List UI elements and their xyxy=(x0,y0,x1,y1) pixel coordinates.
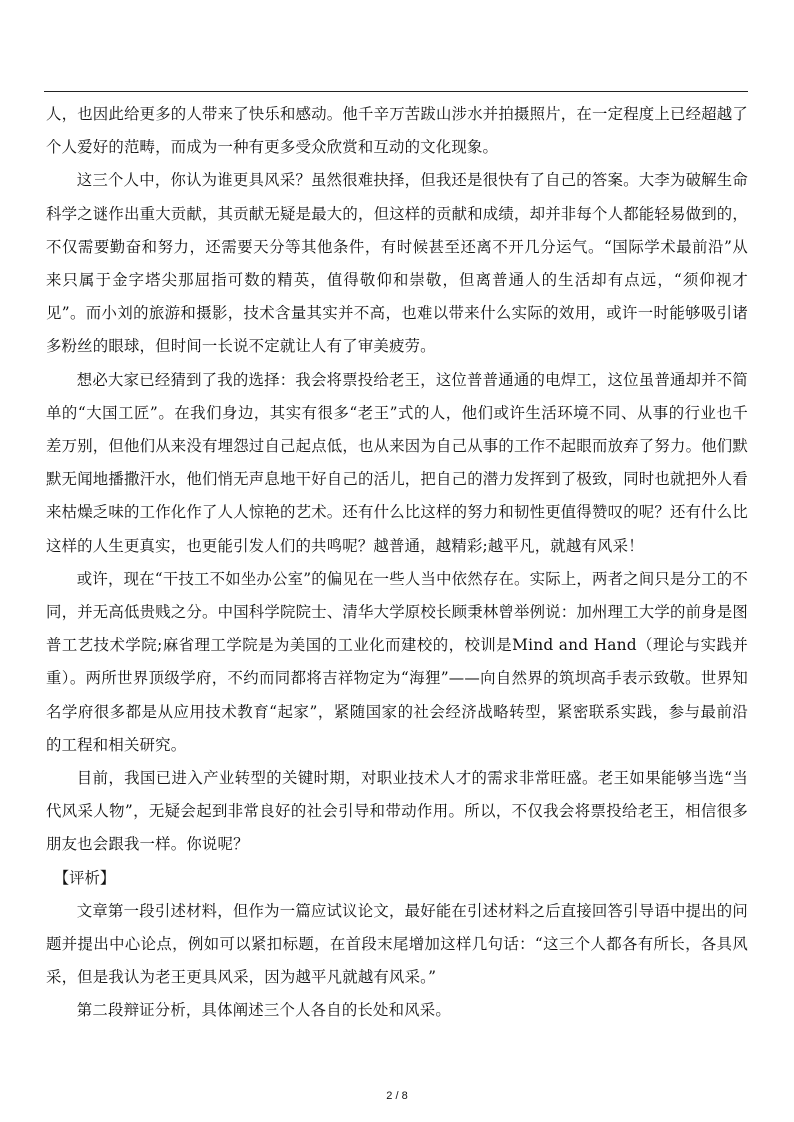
paragraph-choice-analysis: 这三个人中，你认为谁更具风采？虽然很难抉择，但我还是很快有了自己的答案。大李为破解生命科学之谜作出重大贡献，其贡献无疑是最大的，但这样的贡献和成绩，却并非每个人都能轻易做到的，不仅需要勤奋和努力，还需要天分等其他条件，有时候甚至还离不开几分运气。“国际学术最前沿”从来只属于金字塔尖那屈指可数的精英，值得敬仰和崇敬，但离普通人的生活却有点远，“须仰视才见”。而小刘的旅游和摄影，技术含量其实并不高，也难以带来什么实际的效用，或许一时能够吸引诸多粉丝的眼球，但时间一长说不定就让人有了审美疲劳。 xyxy=(46,171,748,356)
document-body xyxy=(46,98,748,1028)
paragraph-bias: 或许，现在“干技工不如坐办公室”的偏见在一些人当中依然存在。实际上，两者之间只是分工的不同，并无高低贵贱之分。中国科学院院士、清华大学原校长顾秉林曾举例说：加州理工大学的前身是图普工艺技术学院;麻省理工学院是为美国的工业化而建校的，校训是Mind and Hand（理论与实践并重）。两所世界顶级学府，不约而同都将吉祥物定为“海狸”——向自然界的筑坝高手表示致敬。世界知名学府很多都是从应用技术教育“起家”，紧随国家的社会经济战略转型，紧密联系实践，参与最前沿的工程和相关研究。 xyxy=(46,569,748,754)
header-rule xyxy=(44,91,748,92)
paragraph-conclusion: 目前，我国已进入产业转型的关键时期，对职业技术人才的需求非常旺盛。老王如果能够当选“当代风采人物”，无疑会起到非常良好的社会引导和带动作用。所以，不仅我会将票投给老王，相信很多朋友也会跟我一样。你说呢？ xyxy=(46,769,748,854)
paragraph-continuation: 人，也因此给更多的人带来了快乐和感动。他千辛万苦跋山涉水并拍摄照片，在一定程度上已经超越了个人爱好的范畴，而成为一种有更多受众欣赏和互动的文化现象。 xyxy=(46,105,748,157)
page-number: 2 / 8 xyxy=(386,1090,408,1102)
review-paragraph-1: 文章第一段引述材料，但作为一篇应试议论文，最好能在引述材料之后直接回答引导语中提出的问题并提出中心论点，例如可以紧扣标题，在首段末尾增加这样几句话：“这三个人都各有所长，各具风采，但是我认为老王更具风采，因为越平凡就越有风采。” xyxy=(46,901,748,987)
paragraph-vote-laowang: 想必大家已经猜到了我的选择：我会将票投给老王，这位普普通通的电焊工，这位虽普通却并不简单的“大国工匠”。在我们身边，其实有很多“老王”式的人，他们或许生活环境不同、从事的行业也千差万别，但他们从来没有埋怨过自己起点低，也从来因为自己从事的工作不起眼而放弃了努力。他们默默无闻地播撒汗水，他们悄无声息地干好自己的活儿，把自己的潜力发挥到了极致，同时也就把外人看来枯燥乏味的工作化作了人人惊艳的艺术。还有什么比这样的努力和韧性更值得赞叹的呢？还有什么比这样的人生更真实，也更能引发人们的共鸣呢？越普通，越精彩;越平凡，就越有风采！ xyxy=(46,370,748,555)
review-paragraph-2: 第二段辩证分析，具体阐述三个人各自的长处和风采。 xyxy=(76,1001,451,1020)
review-heading: 【评析】 xyxy=(53,868,116,887)
